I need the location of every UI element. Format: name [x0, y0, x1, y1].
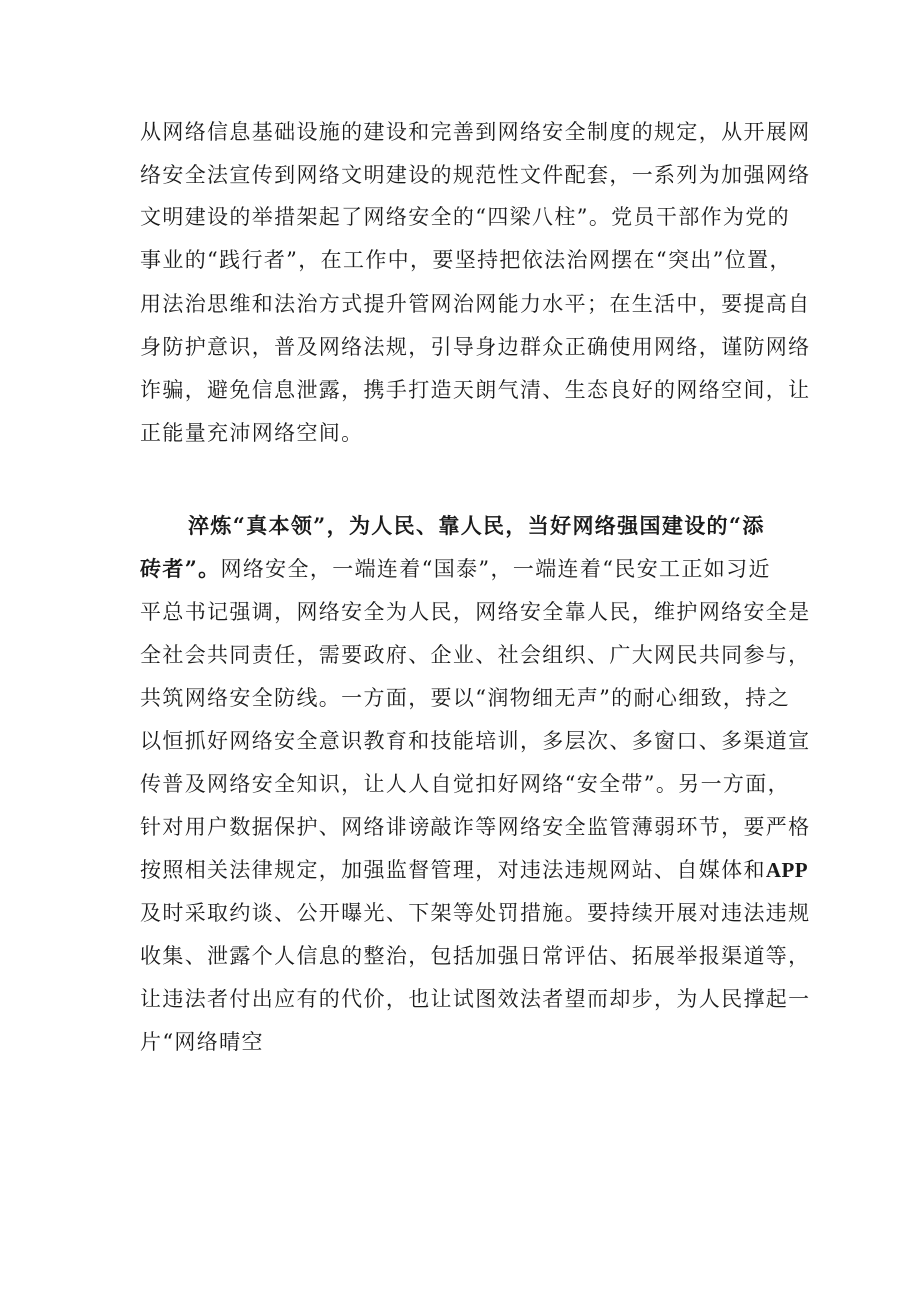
paragraph-line: 事业的“践行者”，在工作中，要坚持把依法治网摆在“突出”位置，	[140, 248, 792, 272]
paragraph-line: 让违法者付出应有的代价，也让试图效法者望而却步，为人民撑起一	[140, 987, 811, 1011]
paragraph-text: 网络安全，一端连着“国泰”，一端连着“民安工正如习近	[220, 557, 771, 581]
paragraph-text: 按照相关法律规定，加强监督管理，对违法违规网站、自媒体和	[140, 858, 766, 882]
paragraph-line: 及时采取约谈、公开曝光、下架等处罚措施。要持续开展对违法违规	[140, 901, 811, 925]
paragraph-line	[140, 855, 809, 885]
section-heading-end: 砖者”。	[140, 556, 221, 581]
paragraph-line: 用法治思维和法治方式提升管网治网能力水平；在生活中，要提高自	[140, 292, 811, 316]
paragraph-line: 以恒抓好网络安全意识教育和技能培训，多层次、多窗口、多渠道宣	[140, 729, 811, 753]
paragraph-line: 收集、泄露个人信息的整治，包括加强日常评估、拓展举报渠道等，	[140, 944, 811, 968]
paragraph-line: 平总书记强调，网络安全为人民，网络安全靠人民，维护网络安全是	[140, 600, 811, 624]
paragraph-line	[140, 554, 800, 584]
paragraph-line: 文明建设的举措架起了网络安全的“四梁八柱”。党员干部作为党的	[140, 205, 790, 229]
paragraph-line: 从网络信息基础设施的建设和完善到网络安全制度的规定，从开展网	[140, 120, 811, 144]
paragraph-line: 传普及网络安全知识，让人人自觉扣好网络“安全带”。另一方面，	[140, 772, 790, 796]
paragraph-line: 络安全法宣传到网络文明建设的规范性文件配套，一系列为加强网络	[140, 163, 811, 187]
paragraph-line: 针对用户数据保护、网络诽谤敲诈等网络安全监管薄弱环节，要严格	[140, 815, 811, 839]
paragraph-line: 片“网络晴空	[140, 1030, 264, 1054]
paragraph-line: 诈骗，避免信息泄露，携手打造天朗气清、生态良好的网络空间，让	[140, 378, 811, 402]
paragraph-line: 正能量充沛网络空间。	[140, 421, 364, 445]
paragraph-line: 全社会共同责任，需要政府、企业、社会组织、广大网民共同参与，	[140, 643, 811, 667]
paragraph-line: 身防护意识，普及网络法规，引导身边群众正确使用网络，谨防网络	[140, 335, 811, 359]
app-term: APP	[765, 858, 809, 882]
section-heading: 淬炼“真本领”，为人民、靠人民，当好网络强国建设的“添	[188, 513, 765, 538]
paragraph-line: 共筑网络安全防线。一方面，要以“润物细无声”的耐心细致，持之	[140, 686, 790, 710]
